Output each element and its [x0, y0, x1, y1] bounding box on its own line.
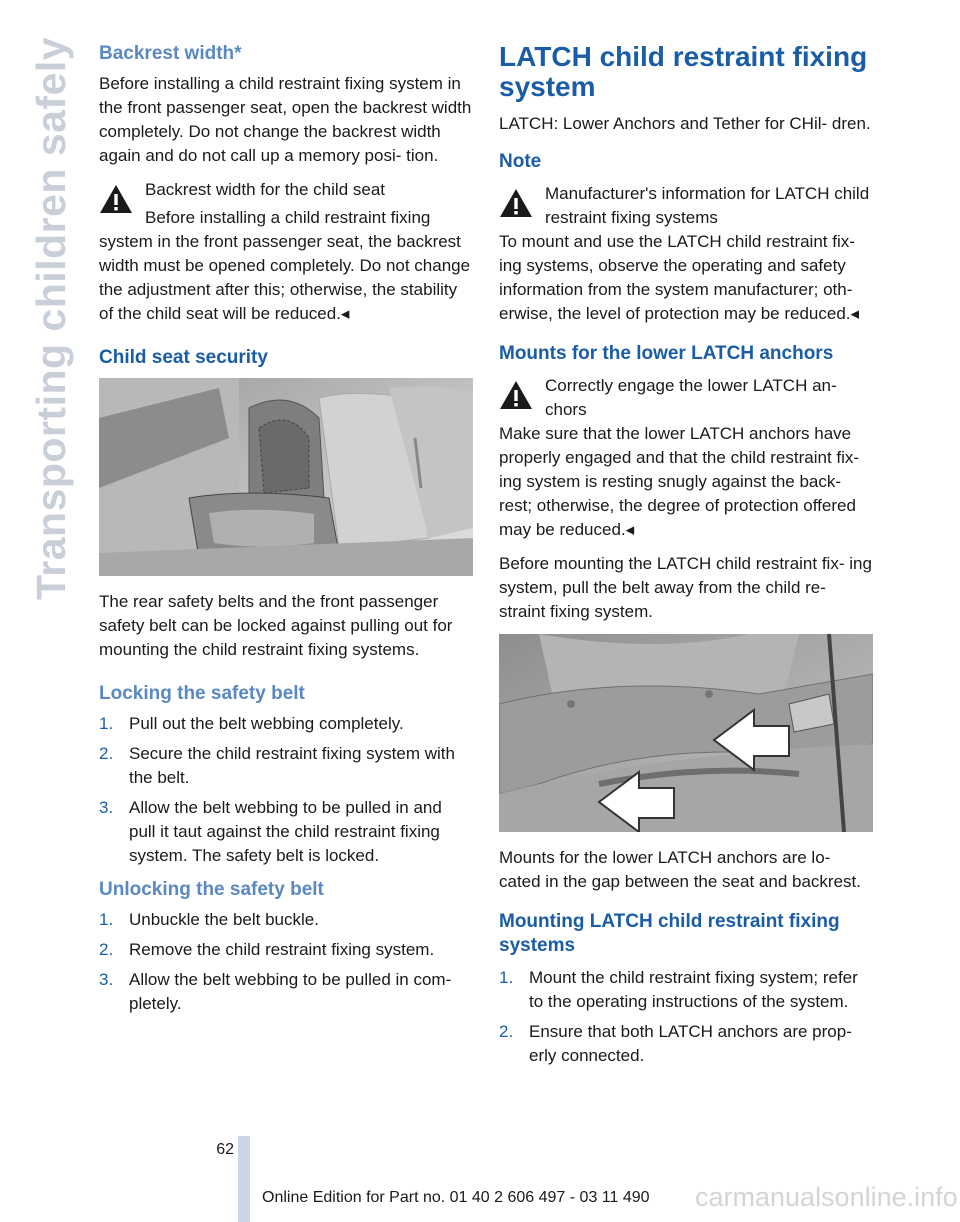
- child-seat-security-heading: Child seat security: [99, 347, 268, 368]
- warning-triangle-icon: [499, 188, 533, 218]
- step-number: 1.: [499, 968, 514, 987]
- unlocking-steps: [99, 908, 473, 1016]
- note-warning: [499, 182, 873, 326]
- latch-anchors-illustration: [499, 634, 873, 832]
- list-item: [99, 712, 473, 736]
- left-column: [99, 42, 473, 1026]
- mounts-warning-header: [499, 374, 873, 422]
- footer-bar: [238, 1136, 250, 1222]
- locking-heading: Locking the safety belt: [99, 683, 305, 704]
- list-item: [499, 1020, 873, 1068]
- watermark: carmanualsonline.info: [695, 1182, 958, 1212]
- mounting-heading: Mounting LATCH child restraint fixing systems: [499, 911, 840, 956]
- step-text: Secure the child restraint fixing system with the belt.: [129, 744, 455, 787]
- step-text: Remove the child restraint fixing system.: [129, 940, 435, 959]
- mounts-warning-body: Make sure that the lower LATCH anchors have properly engaged and that the child restraint fix- ing system is resting snugly against the back- rest; otherwise, the degree of protection offered may be reduced.◂: [499, 424, 860, 539]
- note-warning-header: [499, 182, 873, 230]
- latch-anchors-image: [499, 634, 873, 832]
- backrest-width-body: Before installing a child restraint fixing system in the front passenger seat, open the backrest width completely. Do not change the backrest width again and do not call up a memory posi- tion.: [99, 74, 472, 165]
- chapter-side-title-text: Transporting children safely: [28, 36, 74, 600]
- right-column: [499, 42, 873, 1078]
- backrest-warning-body: system in the front passenger seat, the backrest width must be opened completely. Do not change the adjustment after this; otherwise, the stability of the child seat will be reduced.◂: [99, 232, 471, 323]
- child-seat-caption: The rear safety belts and the front passenger safety belt can be locked against pulling out for mounting the child restraint fixing systems.: [99, 592, 453, 659]
- warning-triangle-icon: [499, 380, 533, 410]
- step-number: 2.: [99, 744, 114, 763]
- list-item: [99, 968, 473, 1016]
- locking-steps: [99, 712, 473, 868]
- step-number: 2.: [499, 1022, 514, 1041]
- backrest-warning-header: [99, 178, 473, 230]
- list-item: [99, 742, 473, 790]
- step-text: Unbuckle the belt buckle.: [129, 910, 319, 929]
- note-warning-title: Manufacturer's information for LATCH child restraint fixing systems: [545, 184, 870, 227]
- list-item: [99, 796, 473, 868]
- backrest-width-heading: Backrest width*: [99, 43, 242, 64]
- step-text: Allow the belt webbing to be pulled in com- pletely.: [129, 970, 452, 1013]
- mounts-caption: Mounts for the lower LATCH anchors are lo- cated in the gap between the seat and backrest.: [499, 848, 861, 891]
- mounts-warning: [499, 374, 873, 542]
- list-item: [499, 966, 873, 1014]
- edition-text: Online Edition for Part no. 01 40 2 606 497 - 03 11 490: [262, 1189, 650, 1206]
- latch-heading: LATCH child restraint fixing system: [499, 41, 868, 102]
- list-item: [99, 908, 473, 932]
- note-warning-body: To mount and use the LATCH child restraint fix- ing systems, observe the operating and safety information from the system manufacturer; oth- erwise, the level of protection may be reduced.◂: [499, 232, 860, 323]
- step-text: Allow the belt webbing to be pulled in and pull it taut against the child restraint fixing system. The safety belt is locked.: [129, 798, 442, 865]
- step-text: Mount the child restraint fixing system; refer to the operating instructions of the system.: [529, 968, 858, 1011]
- step-number: 1.: [99, 714, 114, 733]
- step-text: Pull out the belt webbing completely.: [129, 714, 404, 733]
- step-number: 1.: [99, 910, 114, 929]
- warning-triangle-icon: [99, 184, 133, 214]
- step-number: 3.: [99, 798, 114, 817]
- step-text: Ensure that both LATCH anchors are prop- erly connected.: [529, 1022, 852, 1065]
- chapter-side-title: [2, 36, 82, 600]
- page-number: 62: [216, 1141, 234, 1158]
- backrest-warning-line: Before installing a child restraint fixing: [145, 208, 431, 227]
- child-seat-image: [99, 378, 473, 576]
- mounts-warning-title: Correctly engage the lower LATCH an- chors: [545, 376, 837, 419]
- step-number: 2.: [99, 940, 114, 959]
- backrest-warning: [99, 178, 473, 326]
- mounts-heading: Mounts for the lower LATCH anchors: [499, 343, 834, 364]
- mounting-steps: [499, 966, 873, 1068]
- step-number: 3.: [99, 970, 114, 989]
- list-item: [99, 938, 473, 962]
- backrest-warning-title: Backrest width for the child seat: [145, 180, 386, 199]
- unlocking-heading: Unlocking the safety belt: [99, 879, 324, 900]
- latch-intro: LATCH: Lower Anchors and Tether for CHil- dren.: [499, 114, 871, 133]
- child-seat-illustration: [99, 378, 473, 576]
- note-heading: Note: [499, 151, 542, 172]
- mounts-body: Before mounting the LATCH child restraint fix- ing system, pull the belt away from the child re- straint fixing system.: [499, 554, 872, 621]
